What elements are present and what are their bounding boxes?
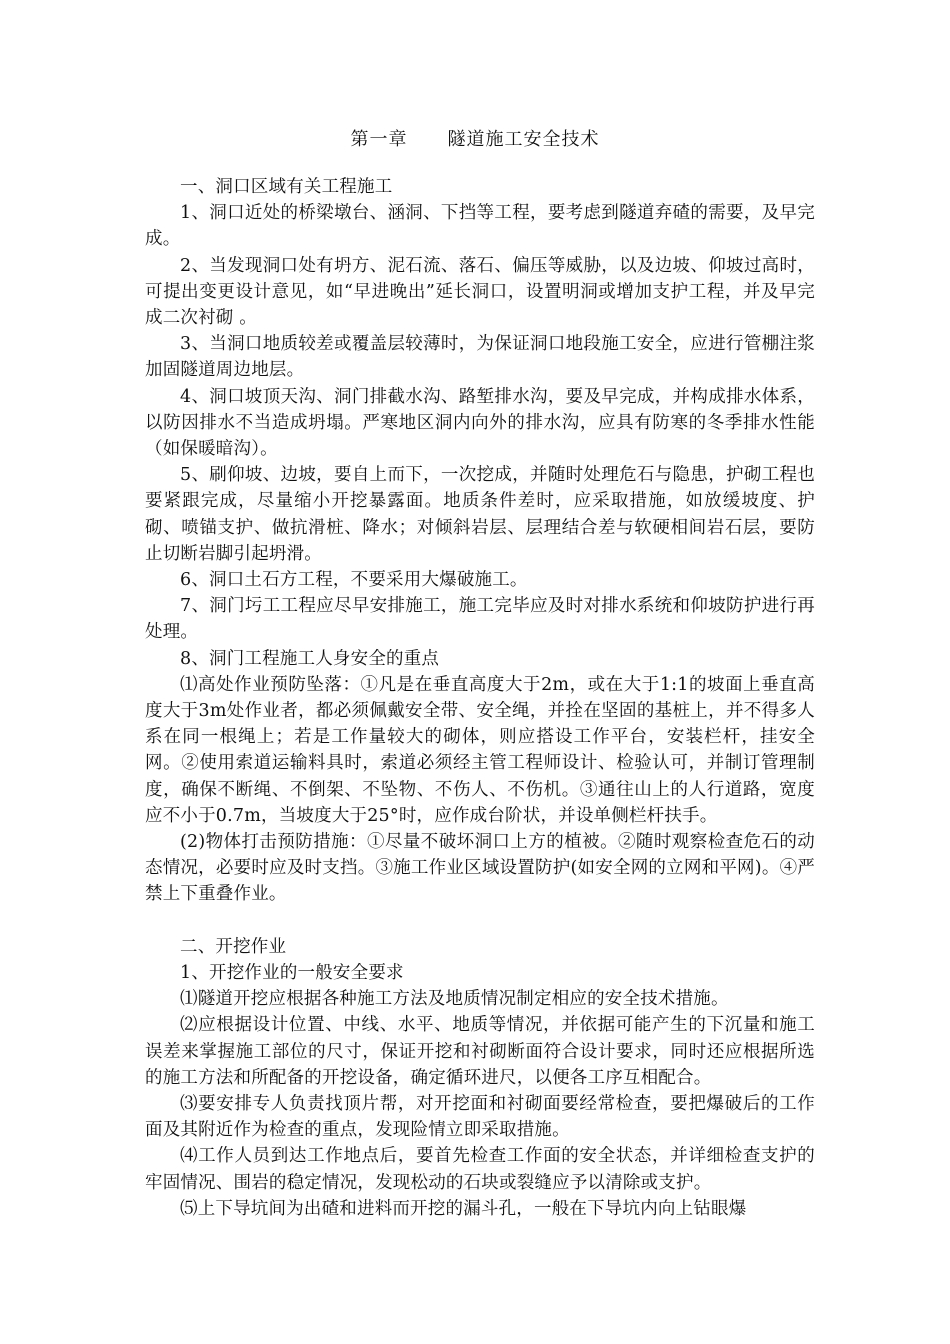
section-spacer [145,908,815,934]
chapter-name: 隧道施工安全技术 [447,129,600,150]
document-body [145,174,815,1222]
paragraph: ⑴隧道开挖应根据各种施工方法及地质情况制定相应的安全技术措施。 [180,989,729,1010]
paragraph: ⑵应根据设计位置、中线、水平、地质等情况，并依据可能产生的下沉量和施工误差来掌握施工部位的尺寸，保证开挖和衬砌断面符合设计要求，同时还应根据所选的施工方法和所配备的开挖设备，确定循环进尺，以便各工序互相配合。 [145,1015,815,1088]
paragraph: 2、当发现洞口处有坍方、泥石流、落石、偏压等威胁，以及边坡、仰坡过高时，可提出变更设计意见，如“早进晚出”延长洞口，设置明洞或增加支护工程，并及早完成二次衬砌 。 [145,255,815,329]
paragraph: 3、当洞口地质较差或覆盖层较薄时，为保证洞口地段施工安全，应进行管棚注浆加固隧道周边地层。 [145,334,815,381]
paragraph: ⑶要安排专人负责找顶片帮，对开挖面和衬砌面要经常检查，要把爆破后的工作面及其附近作为检查的重点，发现险情立即采取措施。 [145,1093,815,1141]
section-heading: 二、开挖作业 [180,936,287,957]
paragraph: 1、洞口近处的桥梁墩台、涵洞、下挡等工程，要考虑到隧道弃碴的需要，及早完成。 [145,203,815,250]
paragraph: ⑴高处作业预防坠落：①凡是在垂直高度大于2m，或在大于1:1的坡面上垂直高度大于3m处作业者，都必须佩戴安全带、安全绳，并拴在坚固的基桩上，并不得多人系在同一根绳上；若是工作量较大的砌体，则应搭设工作平台，安装栏杆，挂安全网。②使用索道运输料具时，索道必须经主管工程师设计、检验认可，并制订管理制度，确保不断绳、不倒架、不坠物、不伤人、不伤机。③通往山上的人行道路，宽度应不小于0.7m，当坡度大于25°时，应作成台阶状，并设单侧栏杆扶手。 [145,674,815,826]
paragraph: ⑷工作人员到达工作地点后，要首先检查工作面的安全状态，并详细检查支护的牢固情况、围岩的稳定情况，发现松动的石块或裂缝应予以清除或支护。 [145,1146,815,1193]
paragraph: 6、洞口土石方工程，不要采用大爆破施工。 [180,570,528,591]
paragraph: ⑸上下导坑间为出碴和进料而开挖的漏斗孔，一般在下导坑内向上钻眼爆 [180,1198,747,1219]
paragraph: 8、洞门工程施工人身安全的重点 [180,648,440,669]
chapter-title [0,127,950,153]
chapter-number: 第一章 [350,129,408,150]
paragraph: 4、洞口坡顶天沟、洞门排截水沟、路堑排水沟，要及早完成，并构成排水体系，以防因排水不当造成坍塌。严寒地区洞内向外的排水沟，应具有防寒的冬季排水性能（如保暖暗沟）。 [145,386,815,460]
paragraph: 5、刷仰坡、边坡，要自上而下，一次挖成，并随时处理危石与隐患，护砌工程也要紧跟完成，尽量缩小开挖暴露面。地质条件差时，应采取措施，如放缓坡度、护砌、喷锚支护、做抗滑桩、降水；对倾斜岩层、层理结合差与软硬相间岩石层，要防止切断岩脚引起坍滑。 [145,465,815,564]
section-heading: 一、洞口区域有关工程施工 [180,177,393,197]
paragraph: (2)物体打击预防措施：①尽量不破坏洞口上方的植被。②随时观察检查危石的动态情况，必要时应及时支挡。③施工作业区域设置防护(如安全网的立网和平网)。④严禁上下重叠作业。 [145,832,815,905]
paragraph: 1、开挖作业的一般安全要求 [180,962,404,983]
paragraph: 7、洞门圬工工程应尽早安排施工，施工完毕应及时对排水系统和仰坡防护进行再处理。 [145,596,815,643]
